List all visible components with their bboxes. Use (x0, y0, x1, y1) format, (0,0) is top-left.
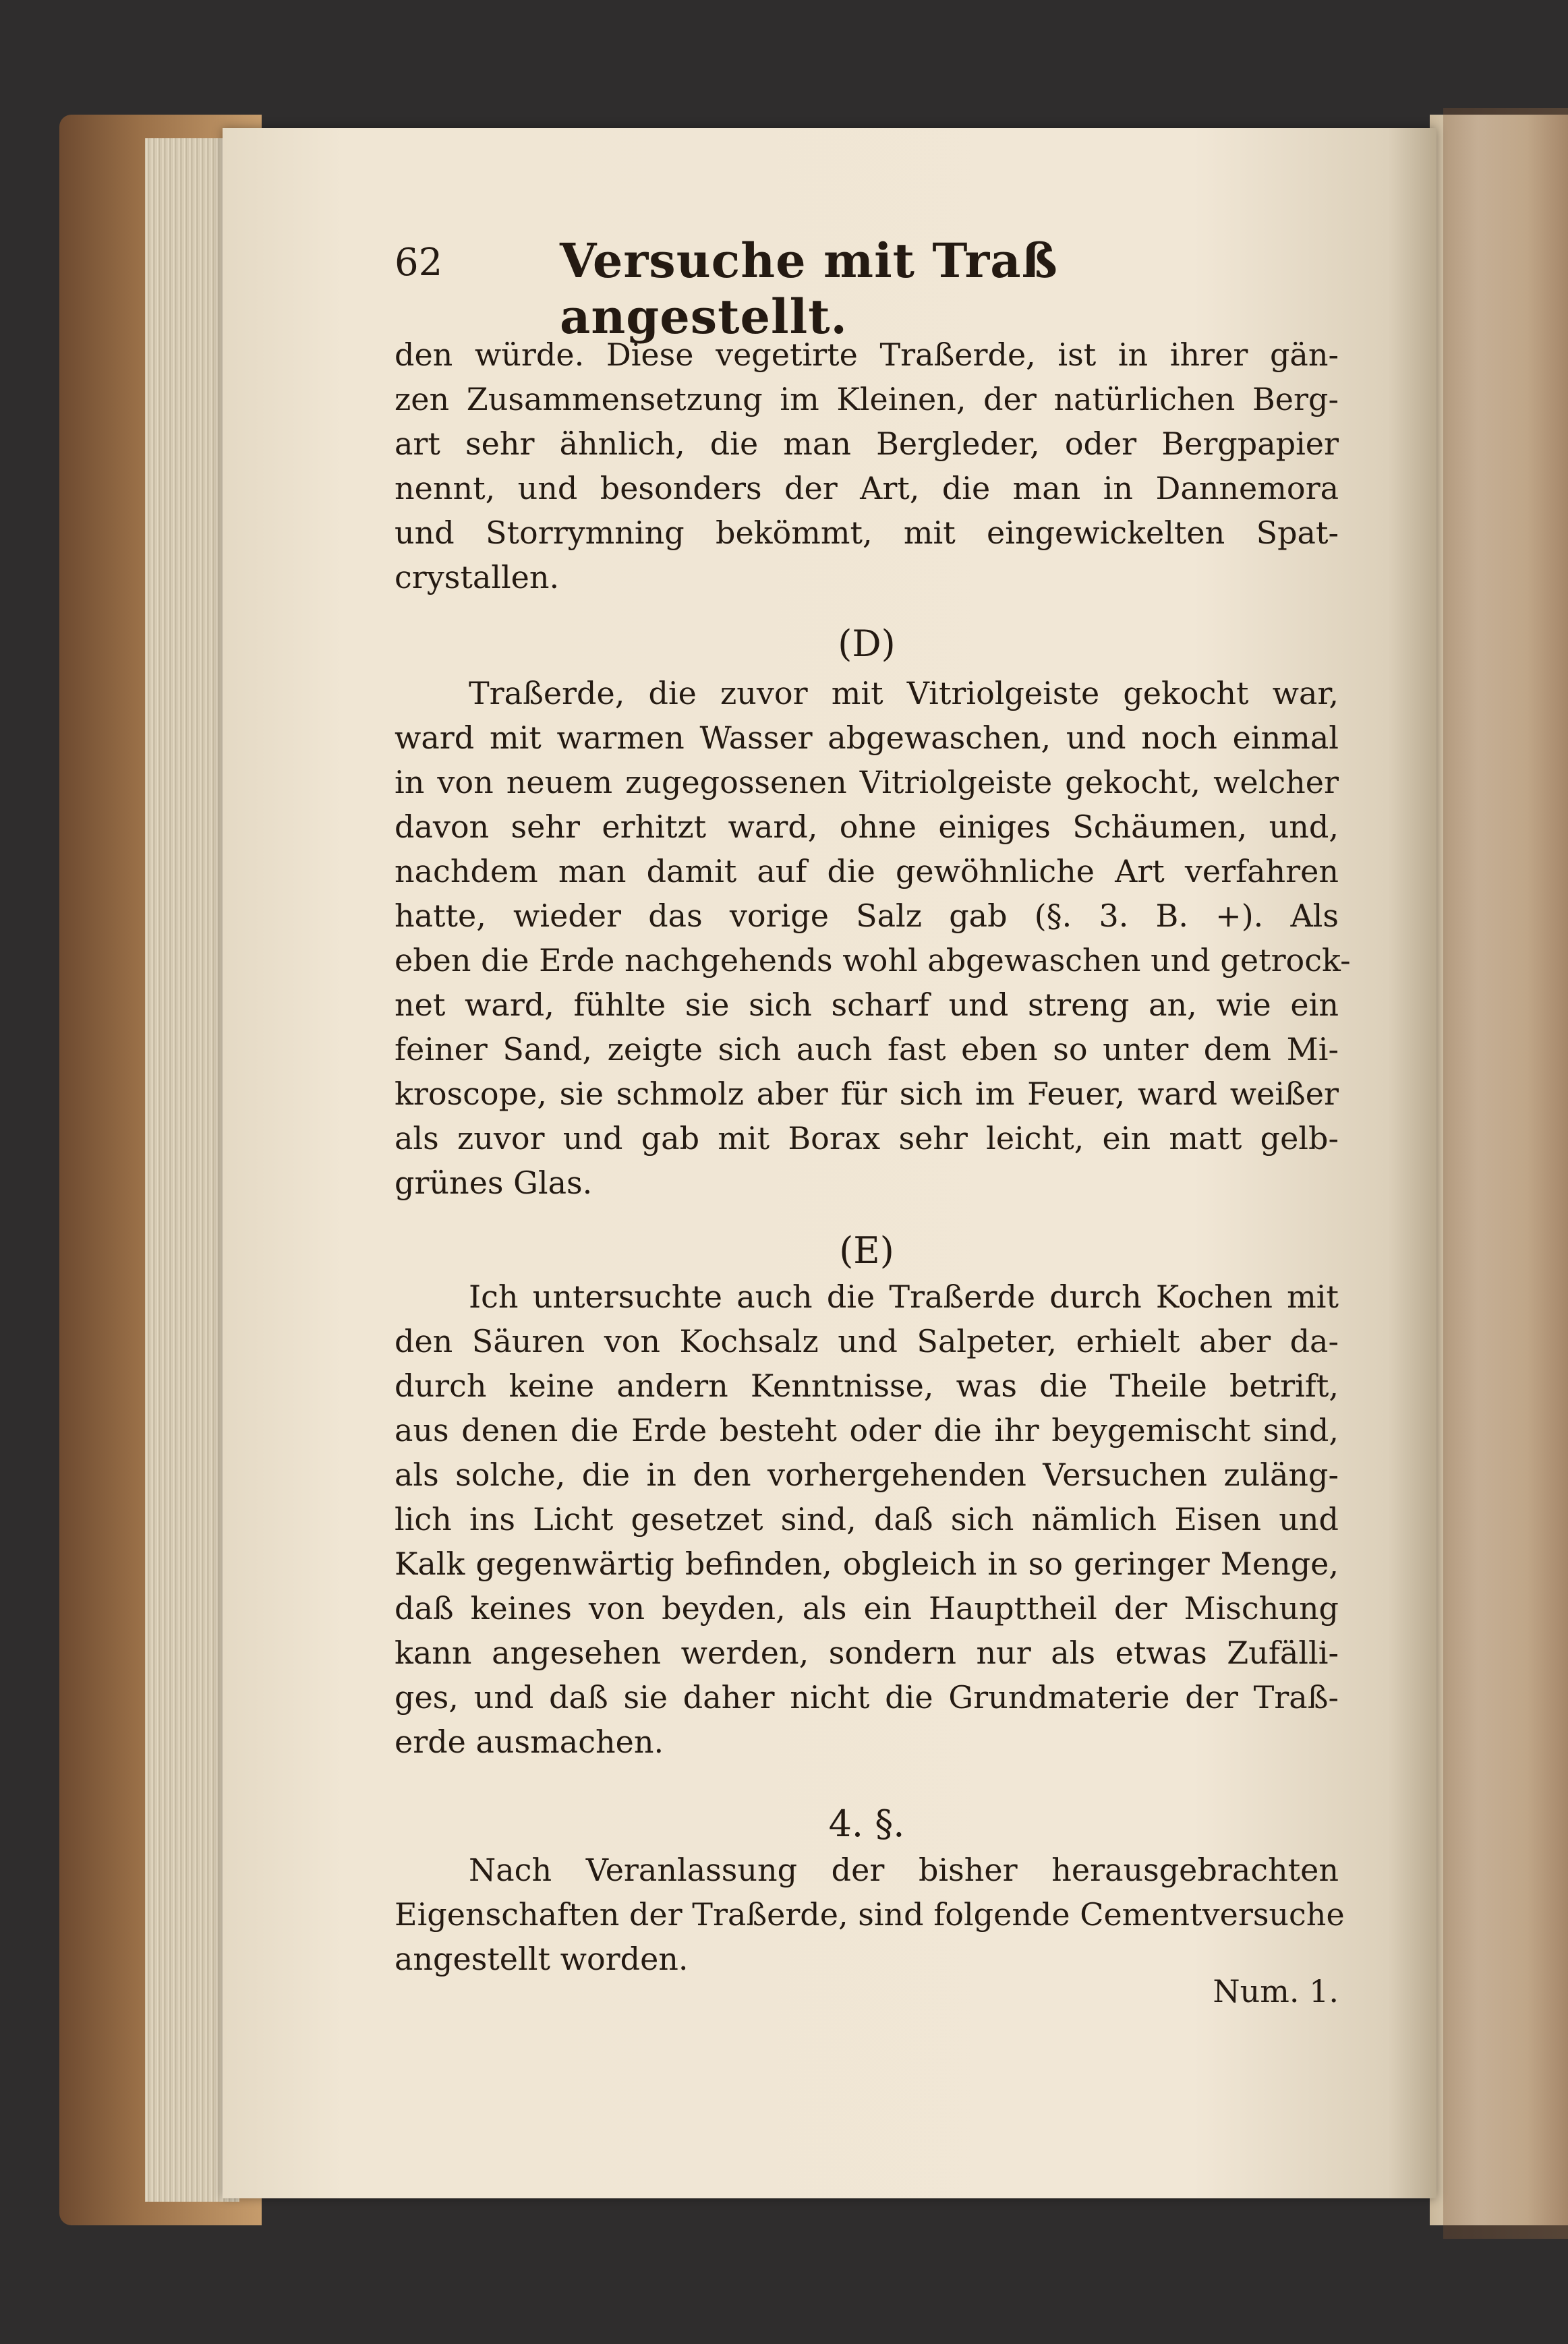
text-line: art sehr ähnlich, die man Bergleder, oder Bergpapier (395, 426, 1339, 462)
facing-page-bleed (1450, 283, 1551, 2063)
catchword-block (395, 1969, 1339, 2014)
text-line: Kalk gegenwärtig befinden, obgleich in so geringer Menge, (395, 1546, 1339, 1582)
text-line: Nach Veranlassung der bisher herausgebrachten (469, 1852, 1339, 1888)
section-e-text (395, 1274, 1339, 1764)
text-line: davon sehr erhitzt ward, ohne einiges Schäumen, und, (395, 809, 1339, 845)
text-line: den Säuren von Kochsalz und Salpeter, erhielt aber da- (395, 1323, 1339, 1359)
text-line: kroscope, sie schmolz aber für sich im Feuer, ward weißer (395, 1076, 1339, 1112)
text-line: durch keine andern Kenntnisse, was die Theile betrift, (395, 1368, 1339, 1404)
text-line: nachdem man damit auf die gewöhnliche Art verfahren (395, 853, 1339, 889)
text-line: crystallen. (395, 559, 560, 595)
section-heading-4: 4. §. (828, 1803, 905, 1845)
text-line: und Storrymning bekömmt, mit eingewickelten Spat- (395, 515, 1339, 551)
text-line: Ich untersuchte auch die Traßerde durch Kochen mit (469, 1279, 1339, 1315)
text-line: zen Zusammensetzung im Kleinen, der natürlichen Berg- (395, 381, 1339, 417)
section-heading-d: (D) (838, 622, 896, 665)
text-line: hatte, wieder das vorige Salz gab (§. 3. B. +). Als (395, 898, 1339, 934)
catchword: Num. 1. (1213, 1973, 1339, 2010)
text-line: Eigenschaften der Traßerde, sind folgende Cementversuche (395, 1896, 1345, 1933)
text-line: net ward, fühlte sie sich scharf und streng an, wie ein (395, 987, 1339, 1023)
running-head (395, 233, 1339, 345)
text-line: Traßerde, die zuvor mit Vitriolgeiste gekocht war, (469, 675, 1339, 711)
section-d-text (395, 671, 1351, 1205)
text-line: daß keines von beyden, als ein Haupttheil der Mischung (395, 1590, 1339, 1627)
text-line: ward mit warmen Wasser abgewaschen, und noch einmal (395, 720, 1339, 756)
text-line: kann angesehen werden, sondern nur als etwas Zufälli- (395, 1635, 1339, 1671)
page-number: 62 (395, 241, 443, 285)
text-line: in von neuem zugegossenen Vitriolgeiste gekocht, welcher (395, 764, 1339, 800)
text-line: grünes Glas. (395, 1165, 593, 1201)
page-title: Versuche mit Traß angestellt. (560, 233, 1058, 345)
text-line: feiner Sand, zeigte sich auch fast eben so unter dem Mi- (395, 1031, 1339, 1067)
section-heading-e: (E) (839, 1229, 894, 1272)
text-line: nennt, und besonders der Art, die man in Dannemora (395, 470, 1339, 506)
text-line: als solche, die in den vorhergehenden Versuchen zuläng- (395, 1457, 1339, 1493)
text-line: als zuvor und gab mit Borax sehr leicht, ein matt gelb- (395, 1120, 1339, 1156)
text-line: lich ins Licht gesetzet sind, daß sich nämlich Eisen und (395, 1501, 1339, 1537)
text-line: den würde. Diese vegetirte Traßerde, ist in ihrer gän- (395, 336, 1339, 373)
paragraph-1 (395, 332, 1339, 599)
section-4-text (395, 1848, 1345, 1981)
text-line: eben die Erde nachgehends wohl abgewaschen und getrock- (395, 942, 1351, 978)
text-line: angestellt worden. (395, 1941, 689, 1977)
text-line: erde ausmachen. (395, 1724, 664, 1760)
text-line: ges, und daß sie daher nicht die Grundmaterie der Traß- (395, 1679, 1339, 1716)
text-line: aus denen die Erde besteht oder die ihr beygemischt sind, (395, 1412, 1339, 1448)
